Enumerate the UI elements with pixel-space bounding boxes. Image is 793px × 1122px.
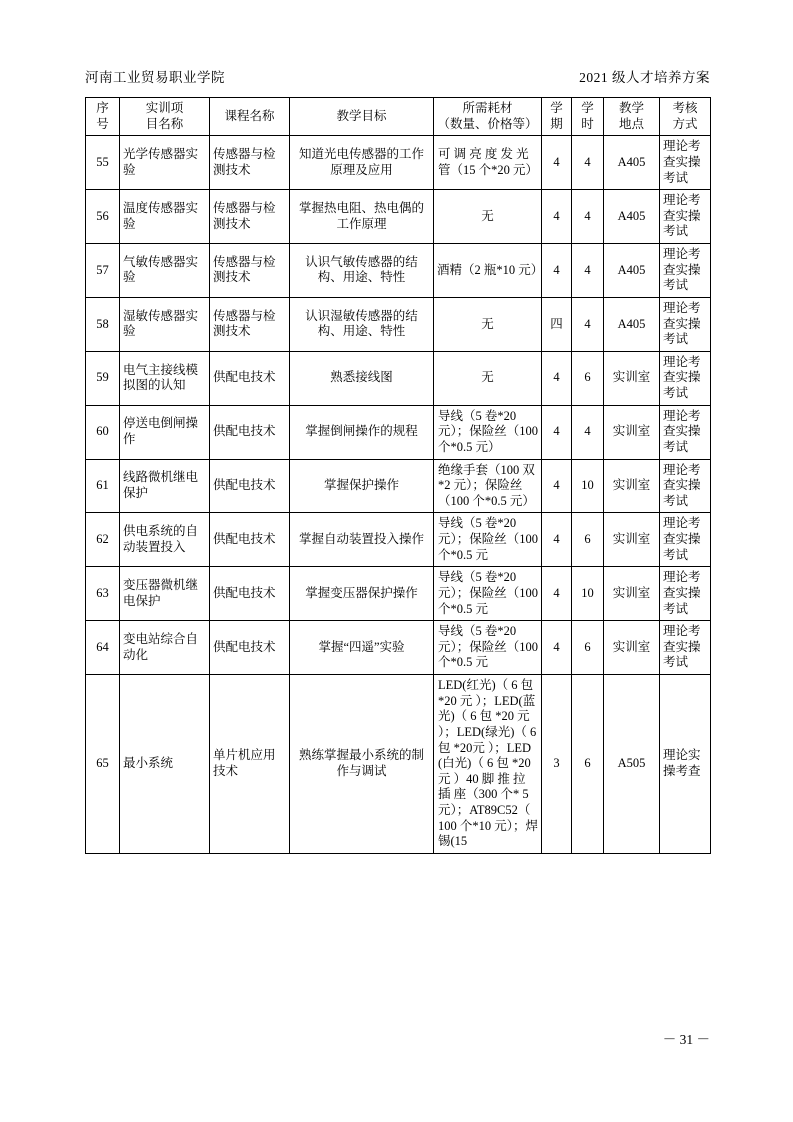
cell-course: 供配电技术 [210,513,290,567]
training-projects-table [85,97,711,854]
cell-hours: 4 [572,405,604,459]
cell-term: 4 [542,351,572,405]
cell-seq: 62 [86,513,120,567]
cell-seq: 64 [86,621,120,675]
cell-seq: 57 [86,244,120,298]
cell-project-name: 湿敏传感器实验 [120,297,210,351]
cell-exam: 理论考查实操考试 [660,297,711,351]
table-row [86,190,711,244]
cell-place: A405 [604,297,660,351]
cell-seq: 61 [86,459,120,513]
column-header-exam: 考核 方式 [660,98,711,136]
column-header-place: 教学 地点 [604,98,660,136]
cell-term: 4 [542,567,572,621]
cell-term: 4 [542,513,572,567]
column-header-project-name: 实训项 目名称 [120,98,210,136]
cell-term: 4 [542,136,572,190]
cell-exam: 理论考查实操考试 [660,136,711,190]
cell-course: 传感器与检测技术 [210,244,290,298]
cell-goal: 认识气敏传感器的结构、用途、特性 [290,244,434,298]
cell-course: 供配电技术 [210,351,290,405]
cell-term: 4 [542,190,572,244]
cell-project-name: 温度传感器实验 [120,190,210,244]
cell-project-name: 光学传感器实验 [120,136,210,190]
cell-seq: 65 [86,675,120,854]
cell-place: 实训室 [604,621,660,675]
cell-hours: 6 [572,351,604,405]
table-row [86,459,711,513]
cell-project-name: 变电站综合自动化 [120,621,210,675]
cell-course: 传感器与检测技术 [210,136,290,190]
cell-place: 实训室 [604,567,660,621]
cell-course: 供配电技术 [210,405,290,459]
cell-project-name: 电气主接线模拟图的认知 [120,351,210,405]
cell-exam: 理论考查实操考试 [660,513,711,567]
cell-goal: 熟悉接线图 [290,351,434,405]
cell-material: 导线（5 卷*20 元）；保险丝（100 个*0.5 元 [434,513,542,567]
cell-goal: 认识湿敏传感器的结构、用途、特性 [290,297,434,351]
cell-place: A405 [604,136,660,190]
cell-material: 无 [434,297,542,351]
cell-term: 4 [542,244,572,298]
table-row [86,136,711,190]
cell-term: 4 [542,621,572,675]
cell-exam: 理论实操考查 [660,675,711,854]
cell-hours: 4 [572,244,604,298]
cell-term: 4 [542,405,572,459]
cell-goal: 掌握自动装置投入操作 [290,513,434,567]
cell-project-name: 供电系统的自动装置投入 [120,513,210,567]
table-row [86,297,711,351]
cell-hours: 4 [572,136,604,190]
cell-seq: 55 [86,136,120,190]
table-row [86,621,711,675]
cell-material: LED(红光)（ 6 包*20 元 ）；LED(蓝光)（ 6 包 *20 元 ）；LED(绿光)（ 6 包 *20元 ）；LED(白光)（ 6 包 *20 元 ）40 脚 推 拉 插 座（300 个* 5 元）；AT89C52（ 100 个*10 元）；焊锡(15 [434,675,542,854]
cell-goal: 掌握倒闸操作的规程 [290,405,434,459]
column-header-goal: 教学目标 [290,98,434,136]
cell-seq: 60 [86,405,120,459]
cell-material: 可 调 亮 度 发 光 管（15 个*20 元） [434,136,542,190]
table-header-row [86,98,711,136]
table-row [86,351,711,405]
cell-term: 四 [542,297,572,351]
cell-place: A405 [604,244,660,298]
cell-exam: 理论考查实操考试 [660,190,711,244]
cell-material: 绝缘手套（100 双*2 元）；保险丝（100 个*0.5 元） [434,459,542,513]
header-institution: 河南工业贸易职业学院 [85,70,225,85]
cell-goal: 掌握变压器保护操作 [290,567,434,621]
cell-hours: 10 [572,567,604,621]
cell-term: 4 [542,459,572,513]
column-header-term: 学 期 [542,98,572,136]
cell-course: 供配电技术 [210,621,290,675]
cell-seq: 59 [86,351,120,405]
table-row [86,244,711,298]
cell-course: 单片机应用技术 [210,675,290,854]
table-body [86,136,711,854]
cell-hours: 6 [572,621,604,675]
cell-exam: 理论考查实操考试 [660,405,711,459]
page-header [85,66,710,86]
cell-goal: 掌握“四遥”实验 [290,621,434,675]
cell-goal: 熟练掌握最小系统的制作与调试 [290,675,434,854]
cell-goal: 掌握热电阻、热电偶的工作原理 [290,190,434,244]
cell-seq: 56 [86,190,120,244]
cell-hours: 10 [572,459,604,513]
column-header-hours: 学 时 [572,98,604,136]
page-number: － 31 － [662,1032,710,1047]
cell-goal: 掌握保护操作 [290,459,434,513]
cell-place: A505 [604,675,660,854]
page-footer [85,1028,710,1048]
cell-hours: 4 [572,190,604,244]
cell-seq: 63 [86,567,120,621]
cell-project-name: 变压器微机继电保护 [120,567,210,621]
cell-exam: 理论考查实操考试 [660,567,711,621]
cell-exam: 理论考查实操考试 [660,244,711,298]
cell-material: 无 [434,190,542,244]
cell-place: 实训室 [604,513,660,567]
cell-course: 供配电技术 [210,567,290,621]
cell-material: 酒精（2 瓶*10 元） [434,244,542,298]
table-row [86,513,711,567]
cell-exam: 理论考查实操考试 [660,459,711,513]
cell-place: 实训室 [604,459,660,513]
table-row [86,567,711,621]
cell-hours: 6 [572,513,604,567]
cell-material: 无 [434,351,542,405]
column-header-material: 所需耗材 （数量、价格等） [434,98,542,136]
cell-exam: 理论考查实操考试 [660,621,711,675]
cell-place: 实训室 [604,405,660,459]
cell-course: 传感器与检测技术 [210,297,290,351]
cell-place: 实训室 [604,351,660,405]
column-header-course: 课程名称 [210,98,290,136]
cell-term: 3 [542,675,572,854]
column-header-seq: 序 号 [86,98,120,136]
header-document-title: 2021 级人才培养方案 [579,70,710,85]
table-row [86,675,711,854]
cell-hours: 6 [572,675,604,854]
cell-hours: 4 [572,297,604,351]
cell-material: 导线（5 卷*20 元）；保险丝（100 个*0.5 元 [434,621,542,675]
cell-material: 导线（5 卷*20 元）；保险丝（100 个*0.5 元） [434,405,542,459]
table-row [86,405,711,459]
cell-project-name: 线路微机继电保护 [120,459,210,513]
cell-goal: 知道光电传感器的工作原理及应用 [290,136,434,190]
cell-place: A405 [604,190,660,244]
cell-course: 供配电技术 [210,459,290,513]
cell-project-name: 最小系统 [120,675,210,854]
cell-project-name: 气敏传感器实验 [120,244,210,298]
cell-course: 传感器与检测技术 [210,190,290,244]
cell-exam: 理论考查实操考试 [660,351,711,405]
cell-seq: 58 [86,297,120,351]
cell-project-name: 停送电倒闸操作 [120,405,210,459]
cell-material: 导线（5 卷*20 元）；保险丝（100 个*0.5 元 [434,567,542,621]
